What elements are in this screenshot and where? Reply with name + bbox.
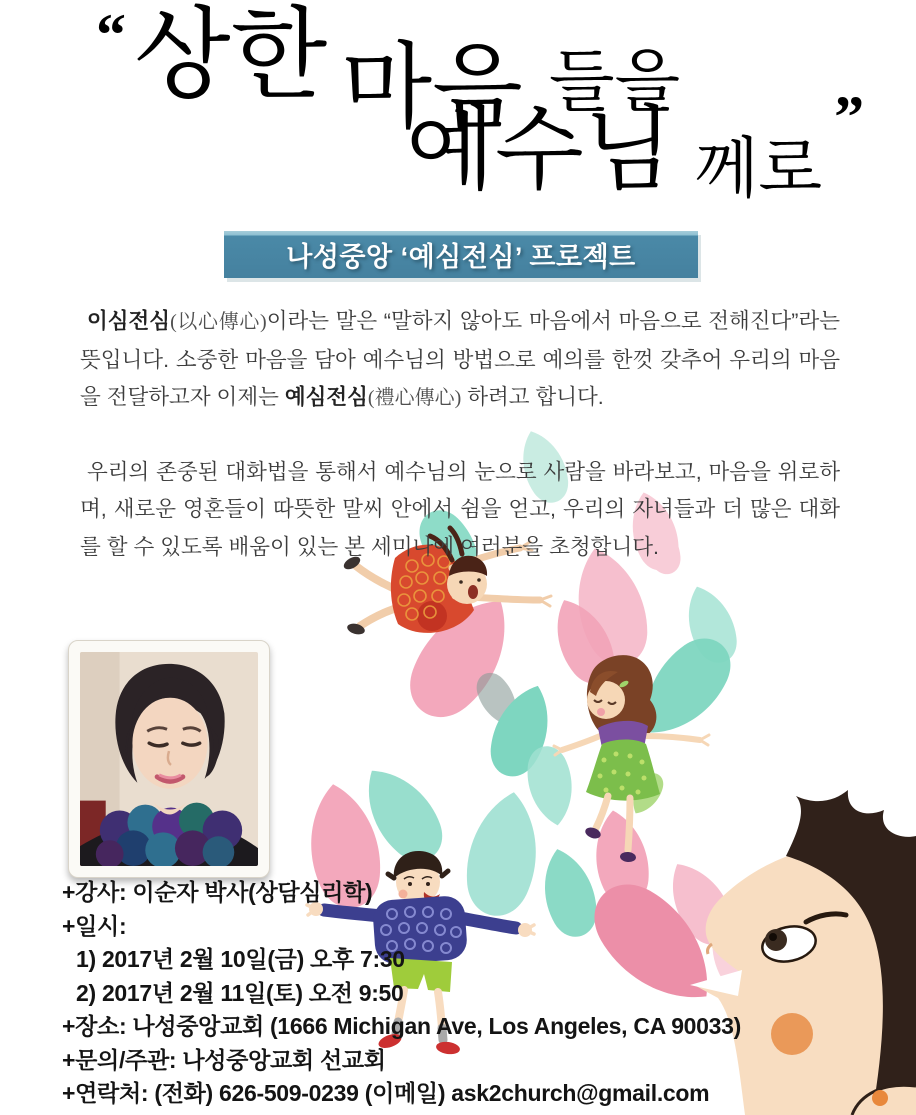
open-quote: “ <box>96 2 126 68</box>
detail-schedule-1: 1) 2017년 2월 10일(금) 오후 7:30 <box>76 946 405 972</box>
speaker-photo <box>68 640 270 878</box>
detail-lecturer: +강사: 이순자 박사(상담심리학) <box>62 879 373 905</box>
hanja-yesimjeonsim: (禮心傳心) <box>367 387 462 409</box>
detail-organizer: +문의/주관: 나성중앙교회 선교회 <box>62 1046 386 1073</box>
intro-text <box>80 303 840 566</box>
hanja-isimjeonsim: (以心傳心) <box>170 311 267 333</box>
title-word-1: 상한 <box>134 0 328 111</box>
term-isimjeonsim: 이심전심 <box>87 309 171 333</box>
close-quote: ” <box>834 84 865 150</box>
title-line-1 <box>96 0 681 140</box>
detail-location: +장소: 나성중앙교회 (1666 Michigan Ave, Los Angeles, CA 90033) <box>62 1013 742 1039</box>
intro-paragraph-2: 우리의 존중된 대화법을 통해서 예수님의 눈으로 사람을 바라보고, 마음을 위로하며, 새로운 영혼들이 따뜻한 말씨 안에서 쉼을 얻고, 우리의 자녀들과 더 많은 대화를 할 수 있도록 배움이 있는 본 세미나에 여러분을 초청합니다. <box>80 459 840 559</box>
detail-contact: +연락처: (전화) 626-509-0239 (이메일) ask2church@gmail.com <box>62 1080 710 1106</box>
project-banner <box>224 231 698 278</box>
title-line-2 <box>406 84 865 206</box>
intro-paragraph-1 <box>80 303 840 418</box>
term-yesimjeonsim: 예심전심 <box>284 385 368 409</box>
event-details <box>62 876 741 1111</box>
title-word-5: 께로 <box>694 133 823 206</box>
project-banner-label: 나성중앙 ‘예심전심’ 프로젝트 <box>286 242 636 272</box>
title-word-4: 예수님 <box>406 99 673 201</box>
title-word-2: 마음 <box>341 36 523 140</box>
paragraph-1-ending: 하려고 합니다. <box>461 385 604 409</box>
paragraph-1-body: 이라는 말은 “말하지 않아도 마음에서 마음으로 전해진다”라는 뜻입니다. 소중한 마음을 담아 예수님의 방법으로 예의를 한껏 갖추어 우리의 마음을 전달하고자 이제는 <box>80 309 841 409</box>
detail-schedule-label: +일시: <box>62 912 127 939</box>
title-word-3: 들을 <box>548 44 681 120</box>
detail-schedule-2: 2) 2017년 2월 11일(토) 오전 9:50 <box>76 979 404 1006</box>
speaker-portrait <box>80 652 258 866</box>
